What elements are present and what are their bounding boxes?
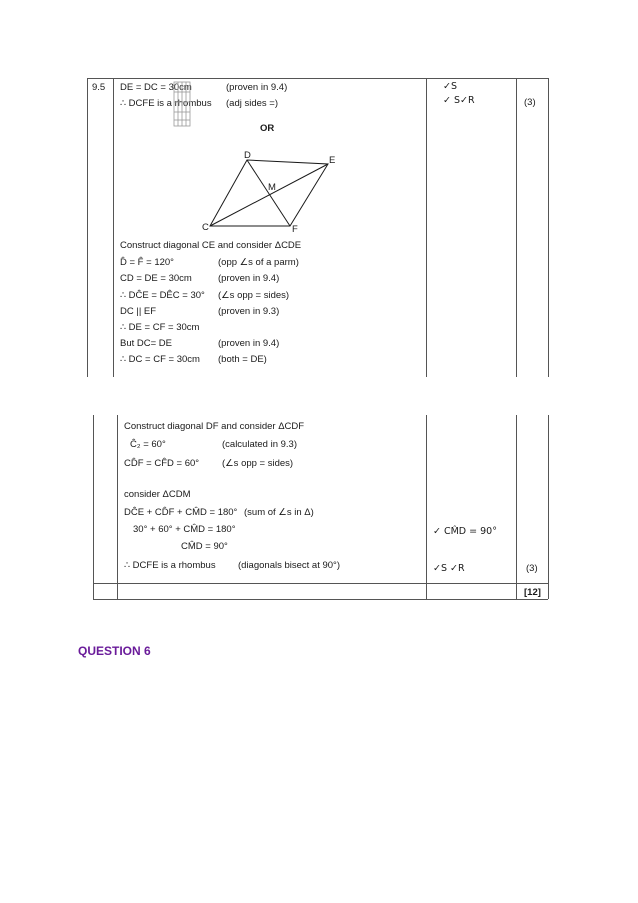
proof-statement: DĈE + CD̂F + CM̂D = 180° xyxy=(124,507,238,518)
proof-statement: ∴ DC = CF = 30cm xyxy=(120,354,200,365)
mark-s-r: ✓S ✓R xyxy=(433,563,465,574)
consider-statement: consider ΔCDM xyxy=(124,489,191,500)
proof-reason: (both = DE) xyxy=(218,354,267,365)
tower-watermark xyxy=(170,80,196,128)
proof-reason: (proven in 9.4) xyxy=(218,273,280,284)
construct-statement: Construct diagonal CE and consider ΔCDE xyxy=(120,240,302,251)
proof-statement: CD = DE = 30cm xyxy=(120,273,192,284)
table2-bottom-border xyxy=(93,599,548,600)
question-heading: QUESTION 6 xyxy=(78,644,151,658)
proof-reason: (diagonals bisect at 90°) xyxy=(238,560,341,571)
vertex-label-c: C xyxy=(202,222,209,233)
proof-reason: (sum of ∠s in Δ) xyxy=(244,507,314,518)
table1-top-border xyxy=(87,78,549,79)
proof-statement: DE = DC = 30cm xyxy=(120,82,192,93)
proof-reason: (calculated in 9.3) xyxy=(222,439,297,450)
grand-total: [12] xyxy=(524,587,541,598)
table1-col-divider-2 xyxy=(426,78,427,377)
table2-col-divider-2 xyxy=(426,415,427,599)
table1-col-divider-3 xyxy=(516,78,517,377)
construct-statement: Construct diagonal DF and consider ΔCDF xyxy=(124,421,305,432)
proof-statement: ∴ DCFE is a rhombus xyxy=(124,560,216,571)
mark-cmd: ✓ CM̂D = 90° xyxy=(433,526,497,537)
table2-right-border xyxy=(548,415,549,599)
marks-s-r: ✓ S✓R xyxy=(443,95,475,106)
vertex-label-m: M xyxy=(268,182,276,193)
proof-reason: (adj sides =) xyxy=(226,98,279,109)
proof-statement: Ĉ₂ = 60° xyxy=(130,439,166,450)
diagonal-df xyxy=(247,160,290,226)
proof-statement: DC || EF xyxy=(120,306,157,317)
table1-left-border xyxy=(87,78,88,377)
calc-line: CM̂D = 90° xyxy=(181,541,228,552)
calc-line: 30° + 60° + CM̂D = 180° xyxy=(133,524,236,535)
marks-total: (3) xyxy=(526,563,538,574)
marks-s: ✓S xyxy=(443,81,457,92)
proof-reason: (proven in 9.4) xyxy=(226,82,288,93)
vertex-label-f: F xyxy=(292,224,298,235)
proof-reason: (∠s opp = sides) xyxy=(218,290,290,301)
proof-statement: ∴ DCFE is a rhombus xyxy=(120,98,212,109)
proof-statement: D̂ = F̂ = 120° xyxy=(120,257,174,268)
vertex-label-e: E xyxy=(329,155,336,166)
or-label: OR xyxy=(260,123,275,134)
proof-reason: (proven in 9.4) xyxy=(218,338,280,349)
proof-statement: ∴ DĈE = DÊC = 30° xyxy=(120,290,205,301)
table1-col-divider-1 xyxy=(113,78,114,377)
marks-total: (3) xyxy=(524,97,536,108)
proof-statement: CD̂F = CF̂D = 60° xyxy=(124,458,200,469)
table2-col-divider-3 xyxy=(516,415,517,599)
table2-col-divider-1 xyxy=(117,415,118,599)
proof-statement: ∴ DE = CF = 30cm xyxy=(120,322,200,333)
proof-reason: (opp ∠s of a parm) xyxy=(218,257,299,268)
table2-left-border xyxy=(93,415,94,599)
table2-row-divider xyxy=(93,583,548,584)
vertex-label-d: D xyxy=(244,150,251,161)
proof-reason: (∠s opp = sides) xyxy=(222,458,294,469)
proof-reason: (proven in 9.3) xyxy=(218,306,280,317)
proof-statement: But DC= DE xyxy=(120,338,173,349)
question-number: 9.5 xyxy=(92,82,106,93)
table1-right-border xyxy=(548,78,549,377)
